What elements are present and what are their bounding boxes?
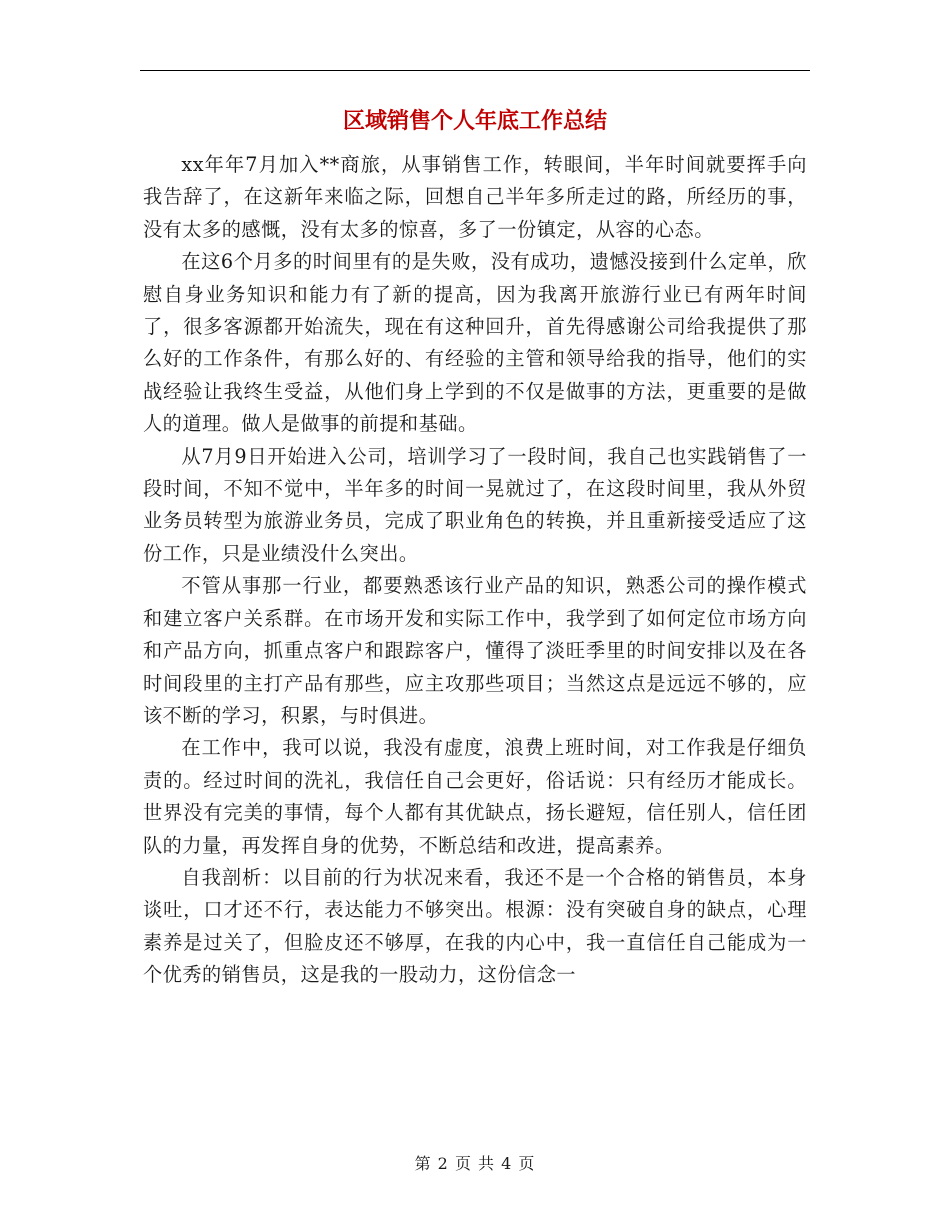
document-body xyxy=(143,149,807,992)
paragraph: 从7月9日开始进入公司，培训学习了一段时间，我自己也实践销售了一段时间，不知不觉中，半年多的时间一晃就过了，在这段时间里，我从外贸业务员转型为旅游业务员，完成了职业角色的转换，并且重新接受适应了这份工作，只是业绩没什么突出。 xyxy=(143,444,807,565)
page-number-footer: 第 2 页 共 4 页 xyxy=(414,1154,536,1173)
document-title: 区域销售个人年底工作总结 xyxy=(342,109,607,134)
header-rule xyxy=(140,70,810,71)
paragraph: 自我剖析：以目前的行为状况来看，我还不是一个合格的销售员，本身谈吐，口才还不行，表达能力不够突出。根源：没有突破自身的缺点，心理素养是过关了，但脸皮还不够厚，在我的内心中，我一直信任自己能成为一个优秀的销售员，这是我的一股动力，这份信念一 xyxy=(143,865,807,987)
paragraph: 不管从事那一行业，都要熟悉该行业产品的知识，熟悉公司的操作模式和建立客户关系群。在市场开发和实际工作中，我学到了如何定位市场方向和产品方向，抓重点客户和跟踪客户，懂得了淡旺季里的时间安排以及在各时间段里的主打产品有那些，应主攻那些项目；当然这点是远远不够的，应该不断的学习，积累，与时俱进。 xyxy=(143,574,807,727)
paragraph: 在工作中，我可以说，我没有虚度，浪费上班时间，对工作我是仔细负责的。经过时间的洗礼，我信任自己会更好，俗话说：只有经历才能成长。世界没有完美的事情，每个人都有其优缺点，扬长避短，信任别人，信任团队的力量，再发挥自身的优势，不断总结和改进，提高素养。 xyxy=(143,736,807,857)
paragraph: xx年年7月加入**商旅，从事销售工作，转眼间，半年时间就要挥手向我告辞了，在这新年来临之际，回想自己半年多所走过的路，所经历的事，没有太多的感慨，没有太多的惊喜，多了一份镇定，从容的心态。 xyxy=(143,153,807,241)
paragraph: 在这6个月多的时间里有的是失败，没有成功，遗憾没接到什么定单，欣慰自身业务知识和能力有了新的提高，因为我离开旅游行业已有两年时间了，很多客源都开始流失，现在有这种回升，首先得感谢公司给我提供了那么好的工作条件，有那么好的、有经验的主管和领导给我的指导，他们的实战经验让我终生受益，从他们身上学到的不仅是做事的方法，更重要的是做人的道理。做人是做事的前提和基础。 xyxy=(143,250,807,436)
